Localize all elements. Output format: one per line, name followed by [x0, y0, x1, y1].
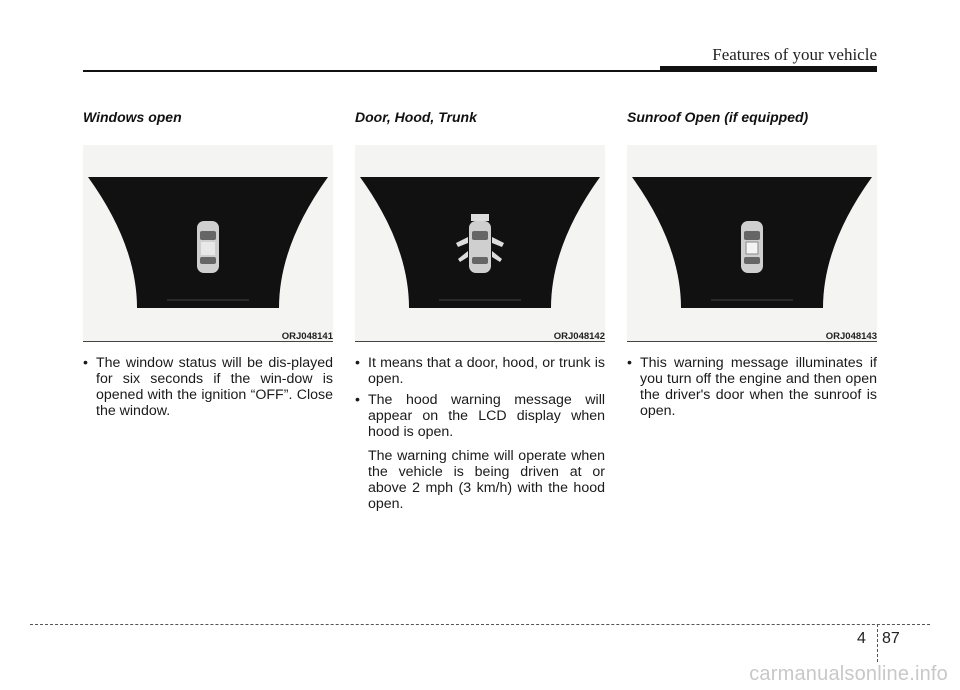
section-title: Sunroof Open (if equipped): [627, 109, 809, 125]
section-door-hood-trunk: [355, 109, 605, 512]
bullet-list: [83, 355, 333, 419]
section-windows-open: [83, 109, 333, 424]
footer-rule: [30, 624, 930, 625]
car-sunroof-icon: [741, 221, 763, 273]
lcd-figure-windows: [83, 145, 333, 341]
section-title: Windows open: [83, 109, 182, 125]
list-item: • This warning message illuminates if you turn off the engine and then open the driver's door when the sunroof is open.: [627, 355, 877, 419]
list-item: • The window status will be dis-played for six seconds if the win-dow is opened with the ignition “OFF”. Close the window.: [83, 355, 333, 419]
list-item: • The hood warning message will appear on the LCD display when hood is open.: [355, 392, 605, 440]
watermark: carmanualsonline.info: [749, 663, 948, 685]
figure-code: ORJ048143: [825, 331, 877, 342]
chapter-number: 4: [857, 630, 866, 647]
page-number: 87: [882, 630, 900, 647]
header-rule: [83, 70, 681, 72]
bullet-list: [627, 355, 877, 419]
car-icon: [197, 221, 219, 273]
header-bar: [660, 66, 877, 72]
footer-divider: [877, 624, 878, 662]
lcd-figure-doors: [355, 145, 605, 341]
lcd-figure-sunroof: [627, 145, 877, 341]
section-sunroof-open: [627, 109, 877, 424]
running-header: Features of your vehicle: [712, 45, 877, 64]
figure-code: ORJ048141: [281, 331, 333, 342]
list-item: • It means that a door, hood, or trunk is open.: [355, 355, 605, 387]
section-title: Door, Hood, Trunk: [355, 109, 477, 125]
figure-code: ORJ048142: [553, 331, 605, 342]
bullet-list: [355, 355, 605, 440]
warning-note: The warning chime will operate when the vehicle is being driven at or above 2 mph (3 km/h) with the hood open.: [368, 448, 605, 512]
